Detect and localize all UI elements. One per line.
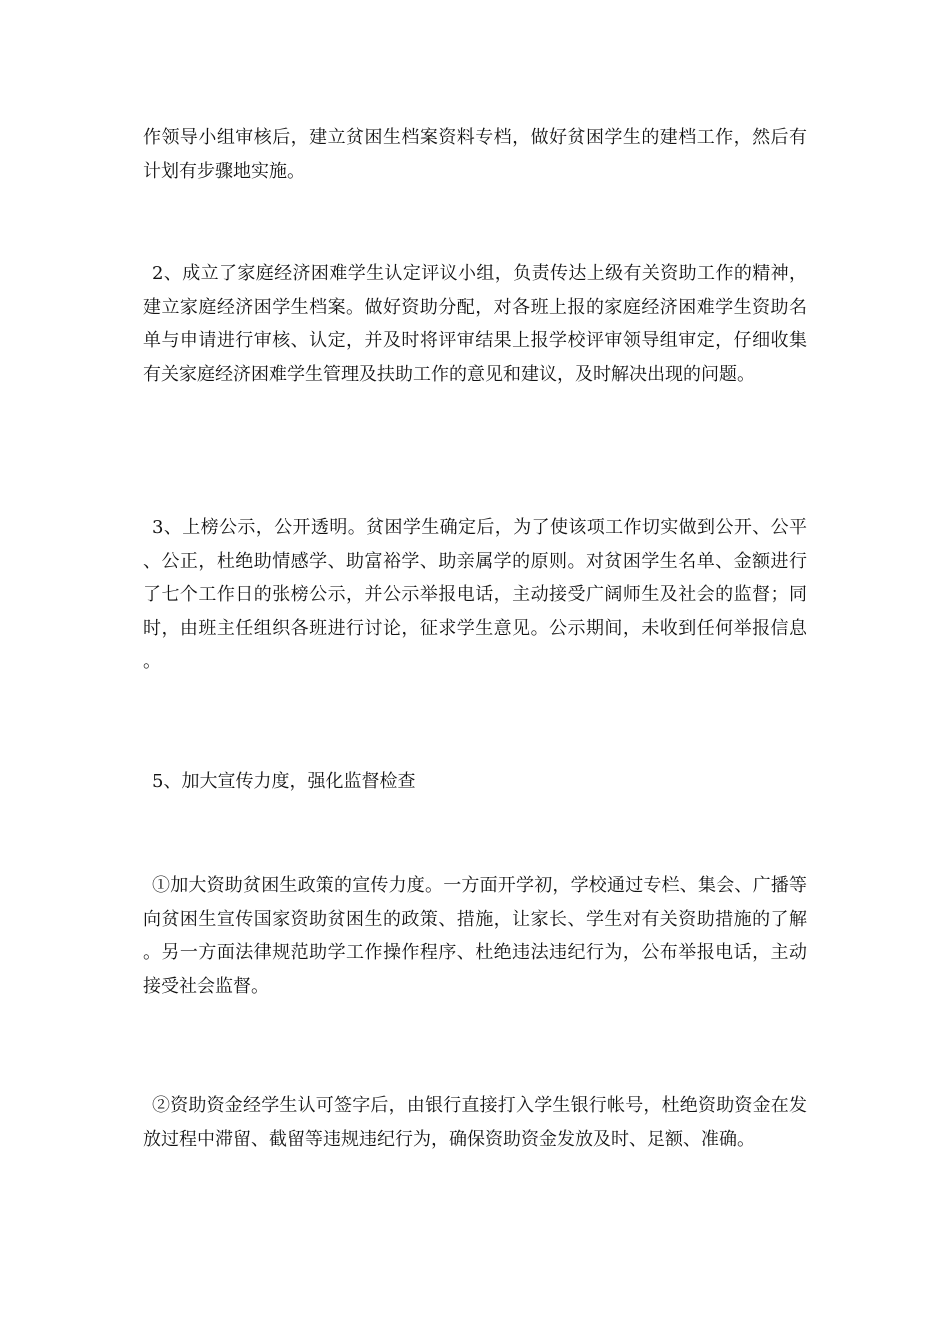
paragraph-continuation: 作领导小组审核后，建立贫困生档案资料专档，做好贫困学生的建档工作，然后有计划有步骤地实施。 bbox=[143, 127, 807, 182]
paragraph-sub-item-2: ②资助资金经学生认可签字后，由银行直接打入学生银行帐号，杜绝资助资金在发放过程中滞留、截留等违规违纪行为，确保资助资金发放及时、足额、准确。 bbox=[143, 1095, 807, 1150]
paragraph-sub-item-1: ①加大资助贫困生政策的宣传力度。一方面开学初，学校通过专栏、集会、广播等向贫困生宣传国家资助贫困生的政策、措施，让家长、学生对有关资助措施的了解。另一方面法律规范助学工作操作程序、杜绝违法违纪行为，公布举报电话，主动接受社会监督。 bbox=[143, 875, 807, 997]
paragraph-item-2: 2、成立了家庭经济困难学生认定评议小组，负责传达上级有关资助工作的精神，建立家庭经济困学生档案。做好资助分配，对各班上报的家庭经济困难学生资助名单与申请进行审核、认定，并及时将评审结果上报学校评审领导组审定，仔细收集有关家庭经济困难学生管理及扶助工作的意见和建议，及时解决出现的问题。 bbox=[143, 263, 807, 385]
section-heading-5: 5、加大宣传力度，强化监督检查 bbox=[152, 771, 416, 792]
paragraph-item-3: 3、上榜公示，公开透明。贫困学生确定后，为了使该项工作切实做到公开、公平、公正，杜绝助情感学、助富裕学、助亲属学的原则。对贫困学生名单、金额进行了七个工作日的张榜公示，并公示举报电话，主动接受广阔师生及社会的监督；同时，由班主任组织各班进行讨论，征求学生意见。公示期间，未收到任何举报信息。 bbox=[143, 517, 807, 672]
